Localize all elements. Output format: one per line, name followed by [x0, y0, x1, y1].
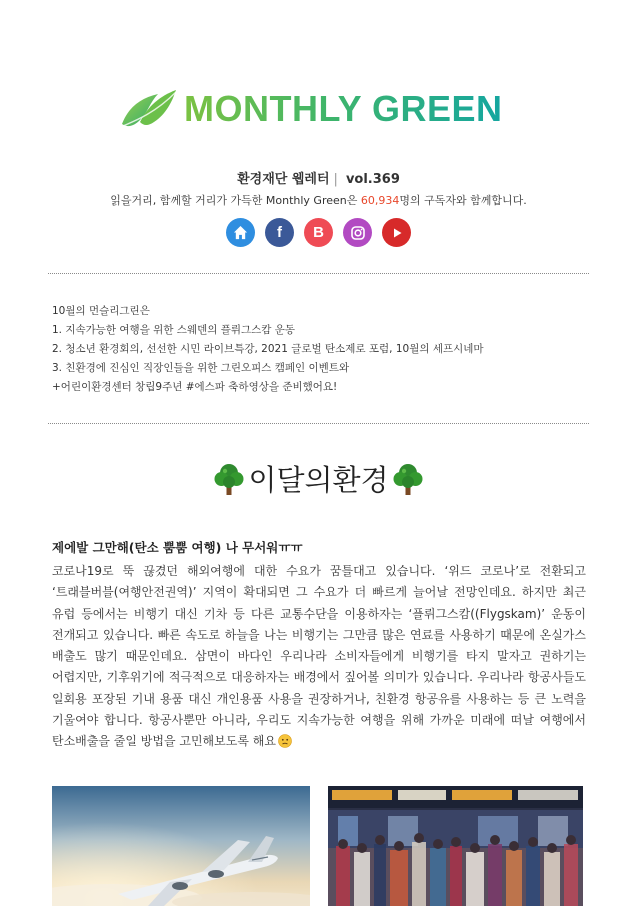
leaf-logo-icon [118, 86, 180, 132]
contents-item[interactable]: 1. 지속가능한 여행을 위한 스웨덴의 플뤼그스캄 운동 [52, 324, 296, 336]
airplane-photo [52, 786, 310, 906]
publisher-name: 환경재단 웹레터 [237, 172, 330, 187]
contents-item[interactable]: +어린이환경센터 창립9주년 #에스파 축하영상을 준비했어요! [52, 381, 338, 393]
issue-line [0, 168, 637, 187]
monthly-green-logo[interactable] [118, 86, 522, 132]
section-header [0, 458, 637, 499]
article [52, 538, 586, 753]
instagram-icon[interactable] [343, 218, 372, 247]
subscriber-prefix: 읽을거리, 함께할 거리가 가득한 Monthly Green은 [110, 194, 361, 207]
issue-contents [52, 302, 592, 397]
issue-separator: | [333, 172, 338, 187]
article-title: 제에발 그만해(탄소 뿜뿜 여행) 나 무서워ㅠㅠ [52, 540, 303, 555]
article-text: 코로나19로 뚝 끊겼던 해외여행에 대한 수요가 꿈틀대고 있습니다. ‘위드 코로나’로 전환되고 ‘트래블버블(여행안전권역)’ 지역이 확대되면 그 수요가 더 빠르게 늘어날 전망인데요. 하지만 최근 유럽 등에서는 비행기 대신 기차 등 다른 교통수단을 이용하자는 ‘플뤼그스캄((Flygskam)’ 운동이 전개되고 있습니다. 빠른 속도로 하늘을 나는 비행기는 그만큼 많은 연료를 사용하기 때문에 온실가스 배출도 많기 때문인데요. 삼면이 바다인 우리나라 소비자들에게 비행기를 타지 말자고 권하기는 어렵지만, 기후위기에 적극적으로 대응하자는 배경에서 짚어볼 의미가 있습니다. 우리나라 항공사들도 일회용 포장된 기내 용품 대신 개인용품 사용을 권장하거나, 친환경 항공유를 사용하는 등 큰 노력을 기울여야 합니다. 항공사뿐만 아니라, 우리도 지속가능한 여행을 위해 가까운 미래에 떠날 여행에서 탄소배출을 줄일 방법을 고민해보도록 해요 [52, 564, 586, 749]
article-body [52, 561, 586, 753]
home-icon[interactable] [226, 218, 255, 247]
logo-wordmark: MONTHLY GREEN [184, 88, 503, 129]
tree-icon [214, 462, 244, 496]
subscriber-suffix: 명의 구독자와 함께합니다. [399, 194, 527, 207]
divider-top [48, 273, 589, 274]
contents-heading: 10월의 먼슬리그린은 [52, 305, 150, 317]
subscriber-line [0, 192, 637, 208]
divider-bottom [48, 423, 589, 424]
facebook-icon[interactable]: f [265, 218, 294, 247]
youtube-icon[interactable] [382, 218, 411, 247]
tree-icon [393, 462, 423, 496]
worried-face-icon [278, 734, 292, 748]
contents-item[interactable]: 2. 청소년 환경회의, 선선한 시민 라이브특강, 2021 글로벌 탄소제로 포럼, 10월의 세프시네마 [52, 343, 484, 355]
section-title: 이달의환경 [248, 463, 389, 497]
social-links [0, 218, 637, 247]
blog-icon[interactable]: B [304, 218, 333, 247]
airport-crowd-photo [328, 786, 583, 906]
issue-volume: vol.369 [345, 172, 400, 187]
contents-item[interactable]: 3. 친환경에 진심인 직장인들을 위한 그린오피스 캠페인 이벤트와 [52, 362, 350, 374]
subscriber-count: 60,934 [360, 194, 400, 207]
